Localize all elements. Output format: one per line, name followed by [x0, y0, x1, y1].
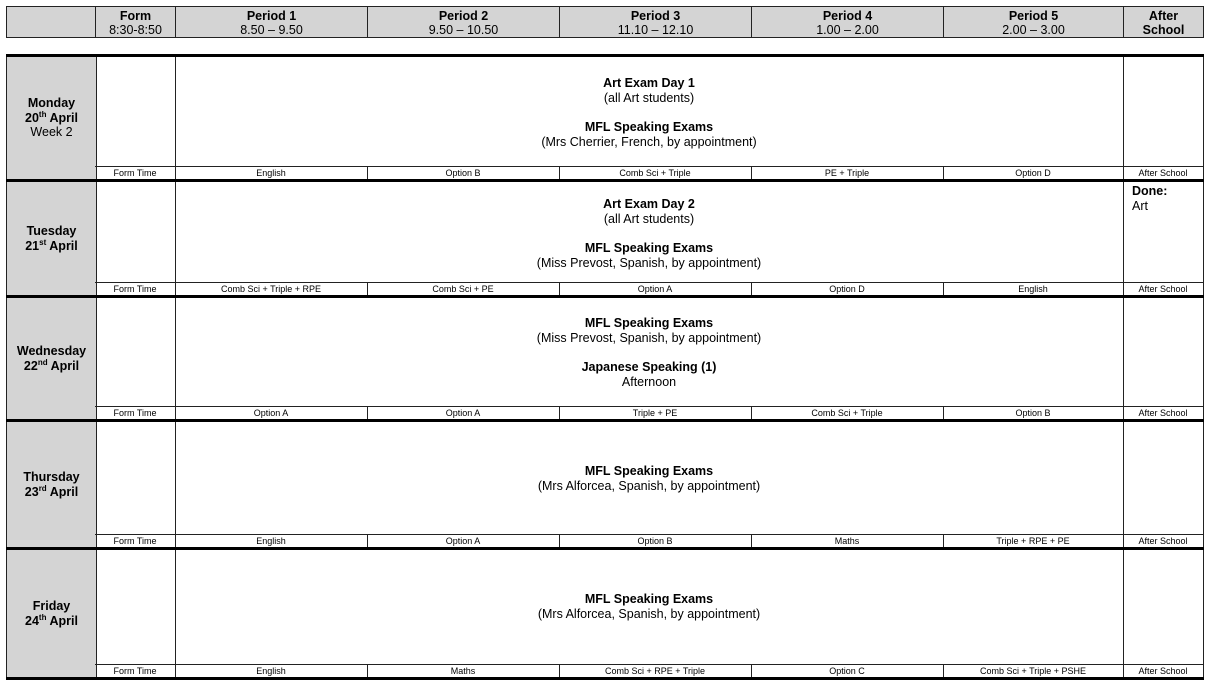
slot-period-2: Option A	[367, 407, 560, 419]
date-suffix: st	[39, 237, 47, 247]
slot-period-4: Comb Sci + Triple	[751, 407, 944, 419]
header-time: 1.00 – 2.00	[816, 23, 879, 37]
slot-period-3: Option A	[559, 283, 752, 295]
day-label	[6, 182, 97, 295]
slot-after-school: After School	[1123, 283, 1204, 295]
slot-after-school: After School	[1123, 167, 1204, 179]
day-row-wednesday	[6, 298, 1204, 419]
day-month: April	[49, 238, 78, 253]
form-cell	[95, 182, 176, 283]
after-school-cell	[1123, 57, 1204, 179]
slot-period-2: Option B	[367, 167, 560, 179]
event-title: MFL Speaking Exams	[584, 120, 714, 134]
event-detail: (Miss Prevost, Spanish, by appointment)	[536, 255, 762, 270]
day-date: 20	[25, 110, 39, 125]
day-date: 24	[25, 613, 39, 628]
day-name: Wednesday	[16, 344, 87, 358]
header-title: Period 2	[438, 9, 489, 23]
note-title: Done:	[1132, 184, 1168, 198]
event-title: MFL Speaking Exams	[584, 464, 714, 478]
date-suffix: rd	[38, 483, 47, 493]
slot-period-4: Option C	[751, 665, 944, 677]
date-suffix: nd	[37, 357, 48, 367]
slot-period-5: Comb Sci + Triple + PSHE	[943, 665, 1124, 677]
day-row-thursday	[6, 422, 1204, 547]
day-month: April	[50, 358, 80, 373]
header-period-5	[943, 6, 1124, 38]
event-title: Art Exam Day 2	[603, 197, 695, 211]
period-slots	[95, 282, 1204, 295]
day-date: 23	[24, 484, 39, 499]
header-title: Period 4	[822, 9, 873, 23]
slot-period-3: Comb Sci + Triple	[559, 167, 752, 179]
slot-period-1: Option A	[175, 407, 368, 419]
header-time: 9.50 – 10.50	[428, 23, 499, 37]
header-title: Period 5	[1008, 9, 1059, 23]
header-period-3	[559, 6, 752, 38]
header-title: After	[1148, 9, 1179, 23]
row-divider	[6, 677, 1204, 680]
header-title: Form	[119, 9, 152, 23]
event-title: MFL Speaking Exams	[584, 592, 714, 606]
slot-period-1: English	[175, 665, 368, 677]
form-cell	[95, 57, 176, 167]
event-detail: (Mrs Cherrier, French, by appointment)	[541, 134, 757, 149]
header-title: Period 3	[630, 9, 681, 23]
slot-period-5: Option D	[943, 167, 1124, 179]
slot-form: Form Time	[95, 665, 176, 677]
slot-period-5: English	[943, 283, 1124, 295]
day-events	[175, 316, 1123, 389]
slot-form: Form Time	[95, 535, 176, 547]
header-time: 8:30-8:50	[109, 23, 162, 37]
slot-period-4: PE + Triple	[751, 167, 944, 179]
day-label	[6, 57, 97, 179]
slot-form: Form Time	[95, 283, 176, 295]
week-label: Week 2	[30, 125, 73, 140]
form-cell	[95, 298, 176, 407]
day-row-monday	[6, 57, 1204, 179]
slot-period-5: Triple + RPE + PE	[943, 535, 1124, 547]
slot-period-1: English	[175, 535, 368, 547]
event-title: MFL Speaking Exams	[584, 316, 714, 330]
slot-period-2: Maths	[367, 665, 560, 677]
form-cell	[95, 550, 176, 665]
event-title: Art Exam Day 1	[603, 76, 695, 90]
day-label	[6, 298, 97, 419]
event-detail: (Mrs Alforcea, Spanish, by appointment)	[537, 606, 761, 621]
slot-period-1: English	[175, 167, 368, 179]
event-detail: (all Art students)	[603, 90, 695, 105]
day-events	[175, 464, 1123, 493]
slot-period-3: Triple + PE	[559, 407, 752, 419]
header-period-2	[367, 6, 560, 38]
header-corner	[6, 6, 96, 38]
period-slots	[95, 166, 1204, 179]
header-title: Period 1	[246, 9, 297, 23]
date-suffix: th	[38, 612, 47, 622]
day-name: Tuesday	[26, 224, 77, 238]
day-name: Monday	[27, 96, 76, 111]
slot-period-1: Comb Sci + Triple + RPE	[175, 283, 368, 295]
day-month: April	[49, 484, 79, 499]
day-date: 21	[25, 238, 40, 253]
after-school-cell	[1123, 550, 1204, 677]
after-school-cell	[1123, 422, 1204, 547]
slot-after-school: After School	[1123, 535, 1204, 547]
header-period-4	[751, 6, 944, 38]
day-month: April	[49, 613, 78, 628]
day-label	[6, 422, 97, 547]
event-detail: (Mrs Alforcea, Spanish, by appointment)	[537, 478, 761, 493]
slot-form: Form Time	[95, 407, 176, 419]
period-slots	[95, 534, 1204, 547]
day-name: Thursday	[23, 470, 80, 484]
after-school-cell	[1123, 182, 1204, 295]
slot-period-2: Comb Sci + PE	[367, 283, 560, 295]
day-name: Friday	[32, 599, 71, 613]
event-title: Japanese Speaking (1)	[581, 360, 717, 374]
slot-period-4: Maths	[751, 535, 944, 547]
note-text: Art	[1132, 198, 1148, 213]
day-row-tuesday	[6, 182, 1204, 295]
event-detail: Afternoon	[621, 374, 677, 389]
header-time: 8.50 – 9.50	[240, 23, 303, 37]
slot-period-2: Option A	[367, 535, 560, 547]
event-title: MFL Speaking Exams	[584, 241, 714, 255]
day-row-friday	[6, 550, 1204, 677]
slot-period-4: Option D	[751, 283, 944, 295]
slot-period-3: Option B	[559, 535, 752, 547]
header-form	[95, 6, 176, 38]
date-suffix: th	[38, 109, 47, 119]
day-events	[175, 76, 1123, 149]
slot-period-3: Comb Sci + RPE + Triple	[559, 665, 752, 677]
header-time: 11.10 – 12.10	[617, 23, 694, 37]
slot-period-5: Option B	[943, 407, 1124, 419]
header-after-school	[1123, 6, 1204, 38]
form-cell	[95, 422, 176, 535]
after-school-note	[1132, 184, 1167, 213]
event-detail: (all Art students)	[603, 211, 695, 226]
header-time: School	[1142, 23, 1185, 37]
slot-after-school: After School	[1123, 665, 1204, 677]
period-slots	[95, 664, 1204, 677]
day-month: April	[49, 110, 78, 125]
event-detail: (Miss Prevost, Spanish, by appointment)	[536, 330, 762, 345]
header-time: 2.00 – 3.00	[1002, 23, 1065, 37]
day-events	[175, 592, 1123, 621]
day-date: 22	[23, 358, 38, 373]
header-period-1	[175, 6, 368, 38]
day-label	[6, 550, 97, 677]
slot-form: Form Time	[95, 167, 176, 179]
slot-after-school: After School	[1123, 407, 1204, 419]
day-events	[175, 197, 1123, 270]
after-school-cell	[1123, 298, 1204, 419]
period-slots	[95, 406, 1204, 419]
